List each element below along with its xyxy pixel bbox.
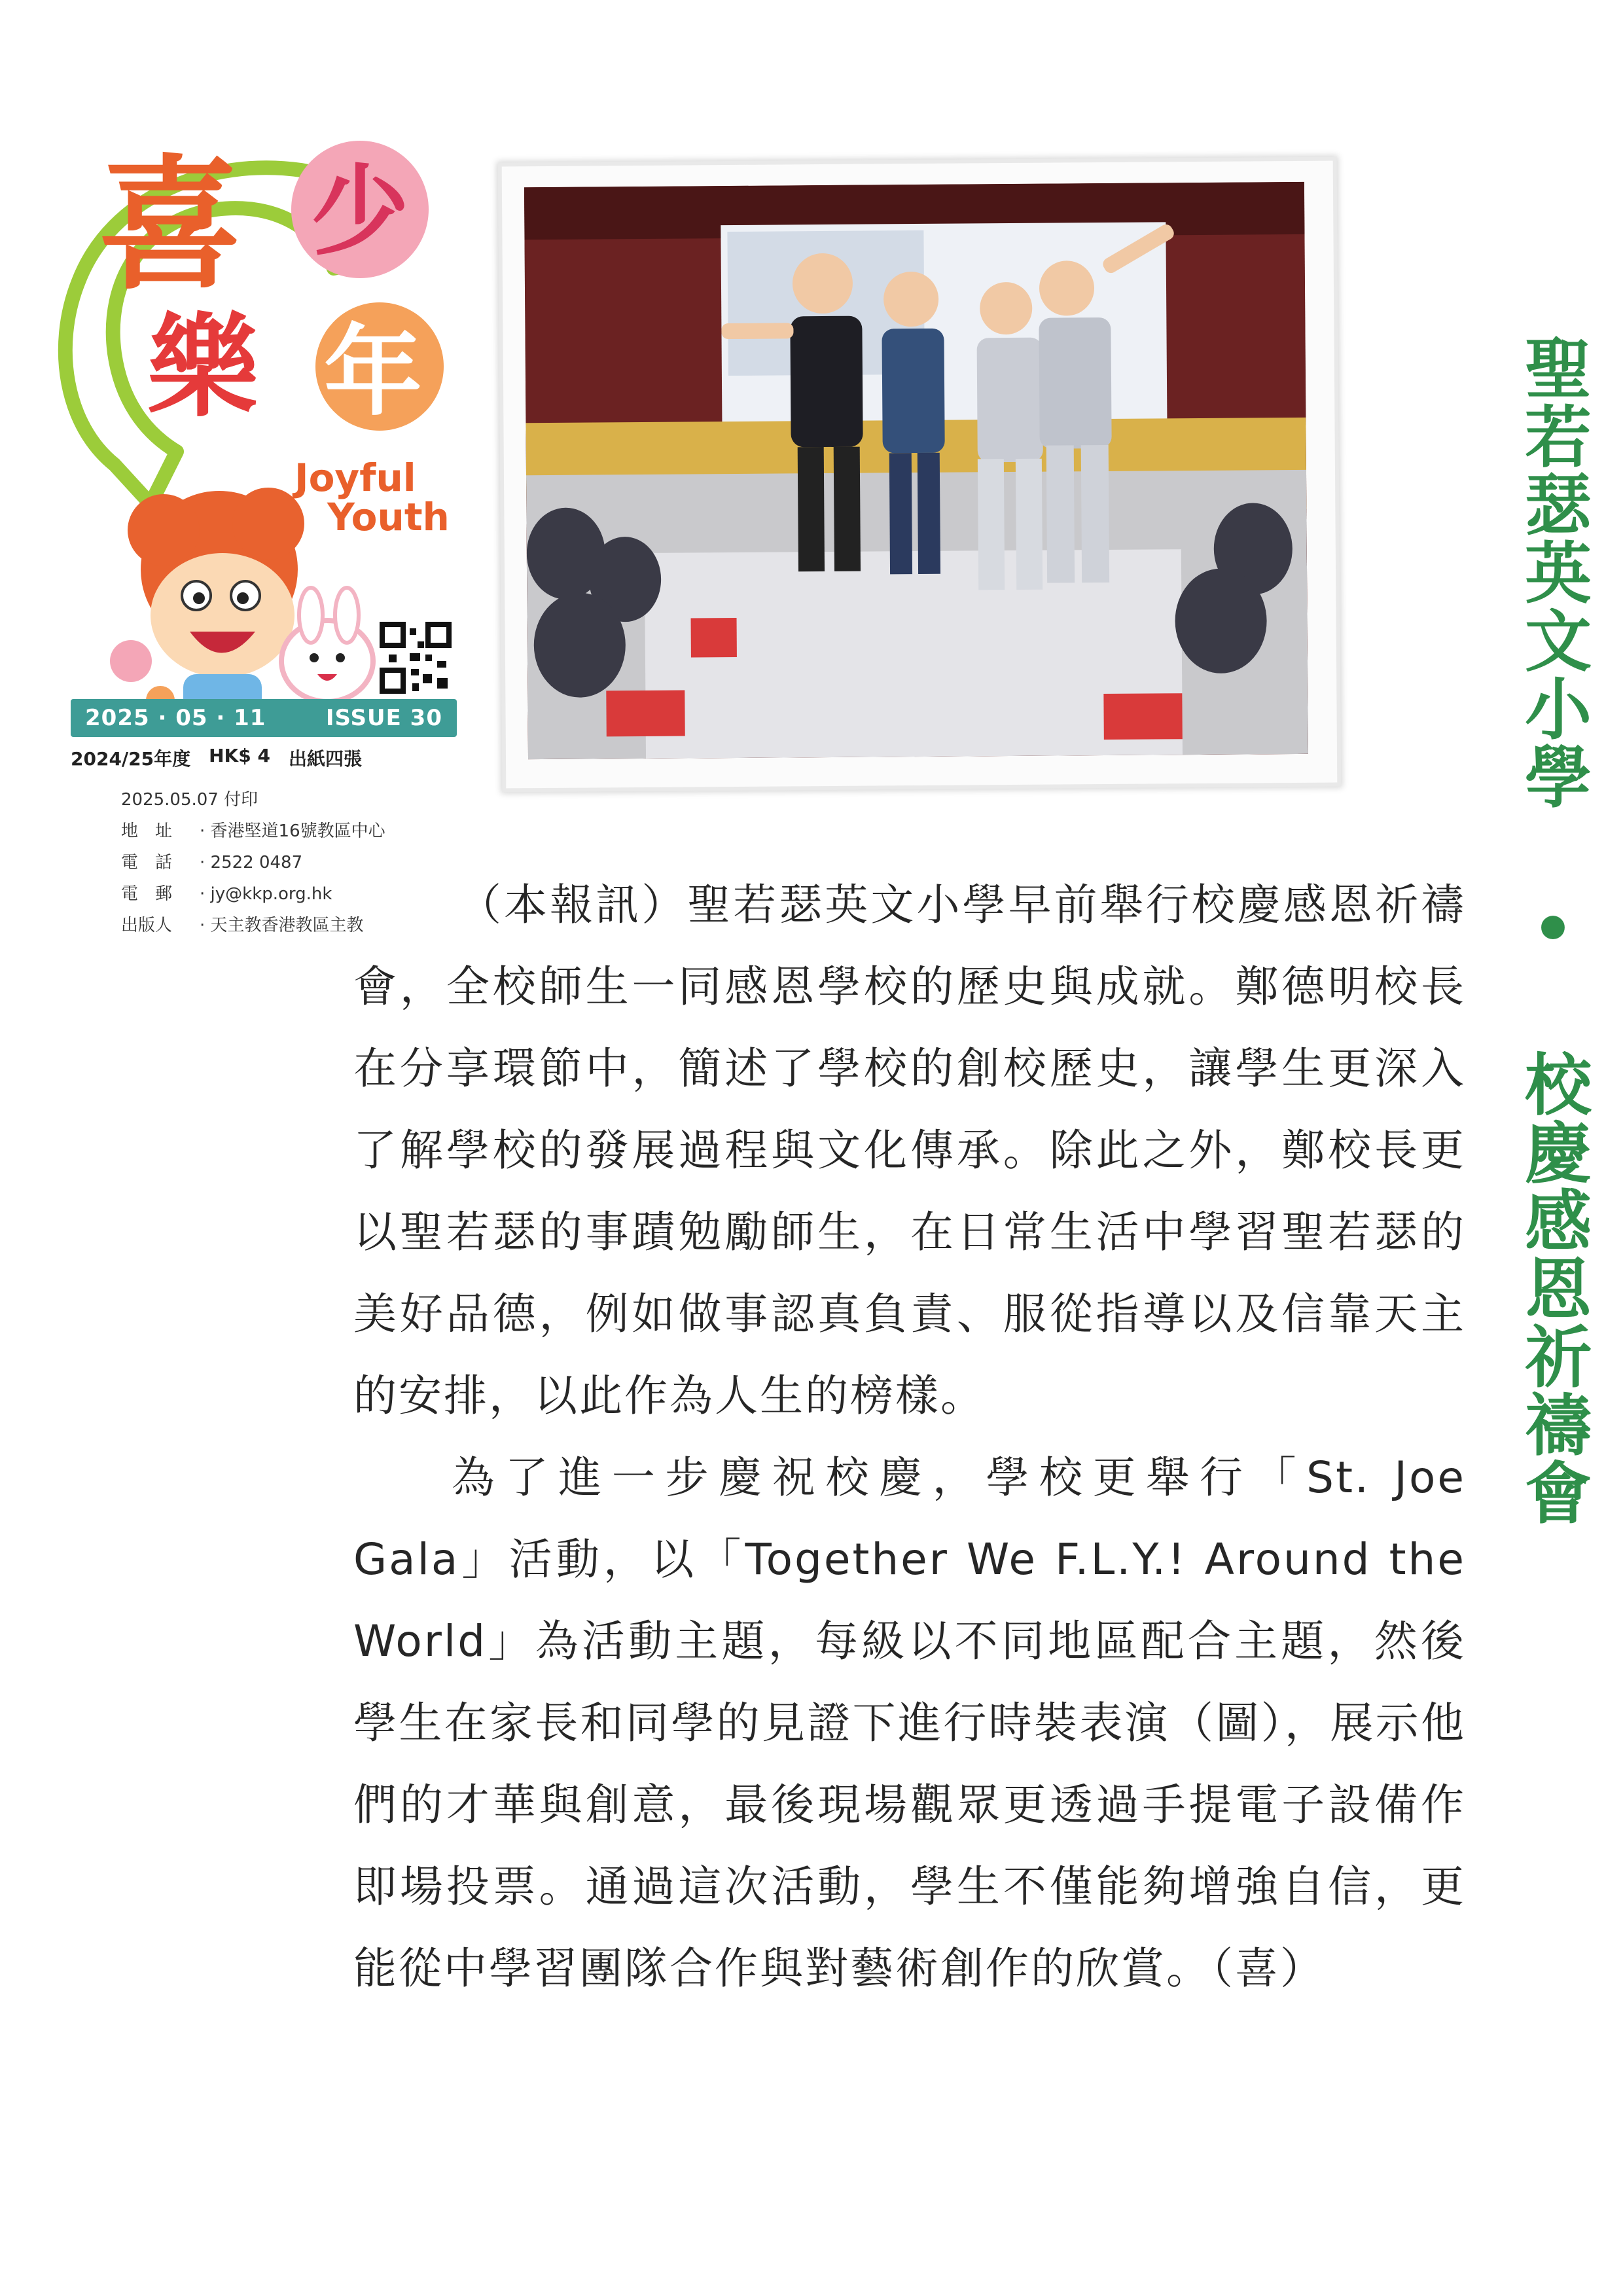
photo-frame xyxy=(502,161,1338,789)
issue-date: 2025 · 05 · 11 xyxy=(85,705,266,731)
issue-number: ISSUE 30 xyxy=(325,705,442,731)
article-paragraph-1: （本報訊）聖若瑟英文小學早前舉行校慶感恩祈禱會，全校師生一同感恩學校的歷史與成就。鄭德明校長在分享環節中，簡述了學校的創校歷史，讓學生更深入了解學校的發展過程與文化傳承。除此之外，鄭校長更以聖若瑟的事蹟勉勵師生，在日常生活中學習聖若瑟的美好品德，例如做事認真負責、服從指導以及信靠天主的安排，以此作為人生的榜樣。 xyxy=(353,880,1466,1421)
logo-char-4: 年 xyxy=(324,314,423,429)
rabbit-mascot-icon xyxy=(281,588,373,702)
logo-char-1: 喜 xyxy=(98,139,243,309)
event-photo xyxy=(524,182,1308,759)
info-label: 地 址 xyxy=(121,821,173,841)
issue-bar xyxy=(71,699,457,737)
wordmark-youth: Youth xyxy=(327,495,450,539)
logo-char-2: 少 xyxy=(311,154,410,269)
article-body xyxy=(353,864,1466,2009)
fashion-show-photo xyxy=(524,182,1308,759)
info-label: 電 郵 xyxy=(121,884,173,904)
sheet-count: 出紙四張 xyxy=(288,748,362,770)
price: HK$ 4 xyxy=(209,745,270,766)
academic-year: 2024/25年度 xyxy=(71,748,191,770)
printed-date: 2025.05.07 付印 xyxy=(121,790,259,810)
info-row xyxy=(121,816,435,847)
joyful-youth-logo xyxy=(52,98,471,753)
headline: 聖若瑟英文小學 • 校慶感恩祈禱會 xyxy=(1514,334,1592,1526)
info-value: · 香港堅道16號教區中心 xyxy=(200,821,385,841)
info-value: · 天主教香港教區主教 xyxy=(200,916,364,935)
article-paragraph-2: 為了進一步慶祝校慶，學校更舉行「St. Joe Gala」活動，以「Together We F.L.Y.! Around the World」為活動主題，每級以不同地區配合主題，然後學生在家長和同學的見證下進行時裝表演（圖），展示他們的才華與創意，最後現場觀眾更透過手提電子設備作即場投票。通過這次活動，學生不僅能夠增強自信，更能從中學習團隊合作與對藝術創作的欣賞。（喜） xyxy=(353,1452,1466,1994)
masthead-logo xyxy=(52,98,471,753)
wordmark-joyful: Joyful xyxy=(294,456,416,500)
info-value: · jy@kkp.org.hk xyxy=(200,884,332,904)
cartoon-boy-icon xyxy=(110,488,304,726)
qr-code-icon xyxy=(380,622,452,694)
logo-char-3: 樂 xyxy=(147,302,259,433)
info-label: 出版人 xyxy=(121,916,173,935)
info-value: · 2522 0487 xyxy=(200,853,303,872)
info-label: 電 話 xyxy=(121,853,173,872)
price-line xyxy=(71,745,463,771)
